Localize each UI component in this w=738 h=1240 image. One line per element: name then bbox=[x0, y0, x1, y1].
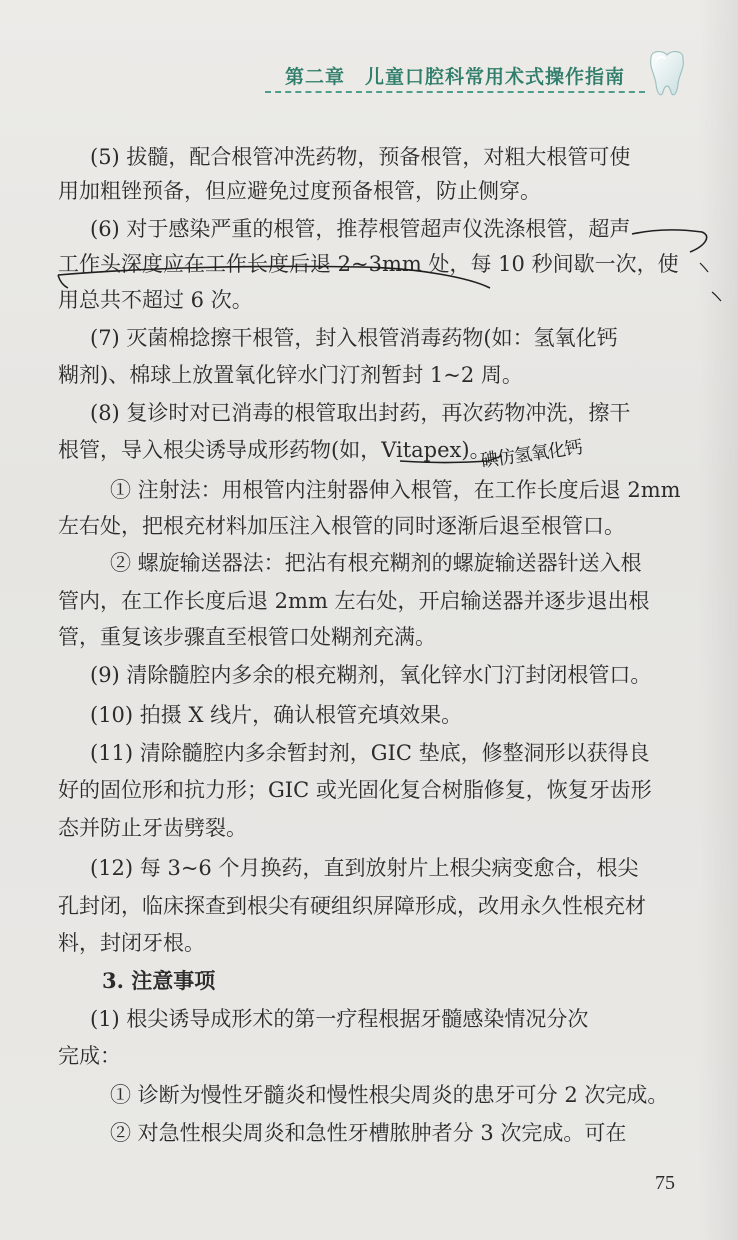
text-line: 好的固位形和抗力形；GIC 或光固化复合树脂修复，恢复牙齿形 bbox=[58, 778, 652, 802]
chapter-title: 第二章 儿童口腔科常用术式操作指南 bbox=[285, 66, 626, 88]
page-number: 75 bbox=[655, 1172, 675, 1194]
text-line: 用加粗锉预备，但应避免过度预备根管，防止侧穿。 bbox=[58, 179, 541, 203]
text-line: 料，封闭牙根。 bbox=[58, 931, 205, 955]
text-line: (1) 根尖诱导成形术的第一疗程根据牙髓感染情况分次 bbox=[90, 1007, 589, 1031]
text-line: ① 诊断为慢性牙髓炎和慢性根尖周炎的患牙可分 2 次完成。 bbox=[110, 1083, 669, 1107]
text-line: (11) 清除髓腔内多余暂封剂，GIC 垫底，修整洞形以获得良 bbox=[90, 741, 650, 765]
text-line: 态并防止牙齿劈裂。 bbox=[58, 816, 247, 840]
text-line: 完成： bbox=[58, 1044, 121, 1068]
text-line: ② 对急性根尖周炎和急性牙槽脓肿者分 3 次完成。可在 bbox=[110, 1121, 627, 1145]
text-line: (12) 每 3~6 个月换药，直到放射片上根尖病变愈合，根尖 bbox=[90, 856, 639, 880]
text-line: 糊剂)、棉球上放置氧化锌水门汀剂暂封 1~2 周。 bbox=[58, 363, 523, 387]
text-line: ② 螺旋输送器法：把沾有根充糊剂的螺旋输送器针送入根 bbox=[110, 551, 642, 575]
text-line: 孔封闭，临床探查到根尖有硬组织屏障形成，改用永久性根充材 bbox=[58, 894, 646, 918]
text-line: (9) 清除髓腔内多余的根充糊剂，氧化锌水门汀封闭根管口。 bbox=[90, 663, 652, 687]
text-line: 工作头深度应在工作长度后退 2~3mm 处，每 10 秒间歇一次，使 bbox=[58, 252, 679, 276]
text-line: 管，重复该步骤直至根管口处糊剂充满。 bbox=[58, 625, 436, 649]
text-line: (6) 对于感染严重的根管，推荐根管超声仪洗涤根管，超声 bbox=[90, 217, 631, 241]
text-line: (7) 灭菌棉捻擦干根管，封入根管消毒药物(如：氢氧化钙 bbox=[90, 326, 618, 350]
text-line: 左右处，把根充材料加压注入根管的同时逐渐后退至根管口。 bbox=[58, 514, 625, 538]
text-line: (8) 复诊时对已消毒的根管取出封药，再次药物冲洗，擦干 bbox=[90, 401, 631, 425]
text-line: ① 注射法：用根管内注射器伸入根管，在工作长度后退 2mm bbox=[110, 478, 681, 502]
text-line: 用总共不超过 6 次。 bbox=[58, 288, 253, 312]
handwritten-note: 碘仿氢氧化钙 bbox=[479, 436, 584, 472]
text-line: 根管，导入根尖诱导成形药物(如，Vitapex)。 bbox=[58, 438, 491, 462]
text-line: (5) 拔髓，配合根管冲洗药物，预备根管，对粗大根管可使 bbox=[90, 145, 631, 169]
text-line: (10) 拍摄 X 线片，确认根管充填效果。 bbox=[90, 703, 463, 727]
section-heading: 3. 注意事项 bbox=[102, 968, 216, 993]
text-line: 管内，在工作长度后退 2mm 左右处，开启输送器并逐步退出根 bbox=[58, 589, 650, 613]
